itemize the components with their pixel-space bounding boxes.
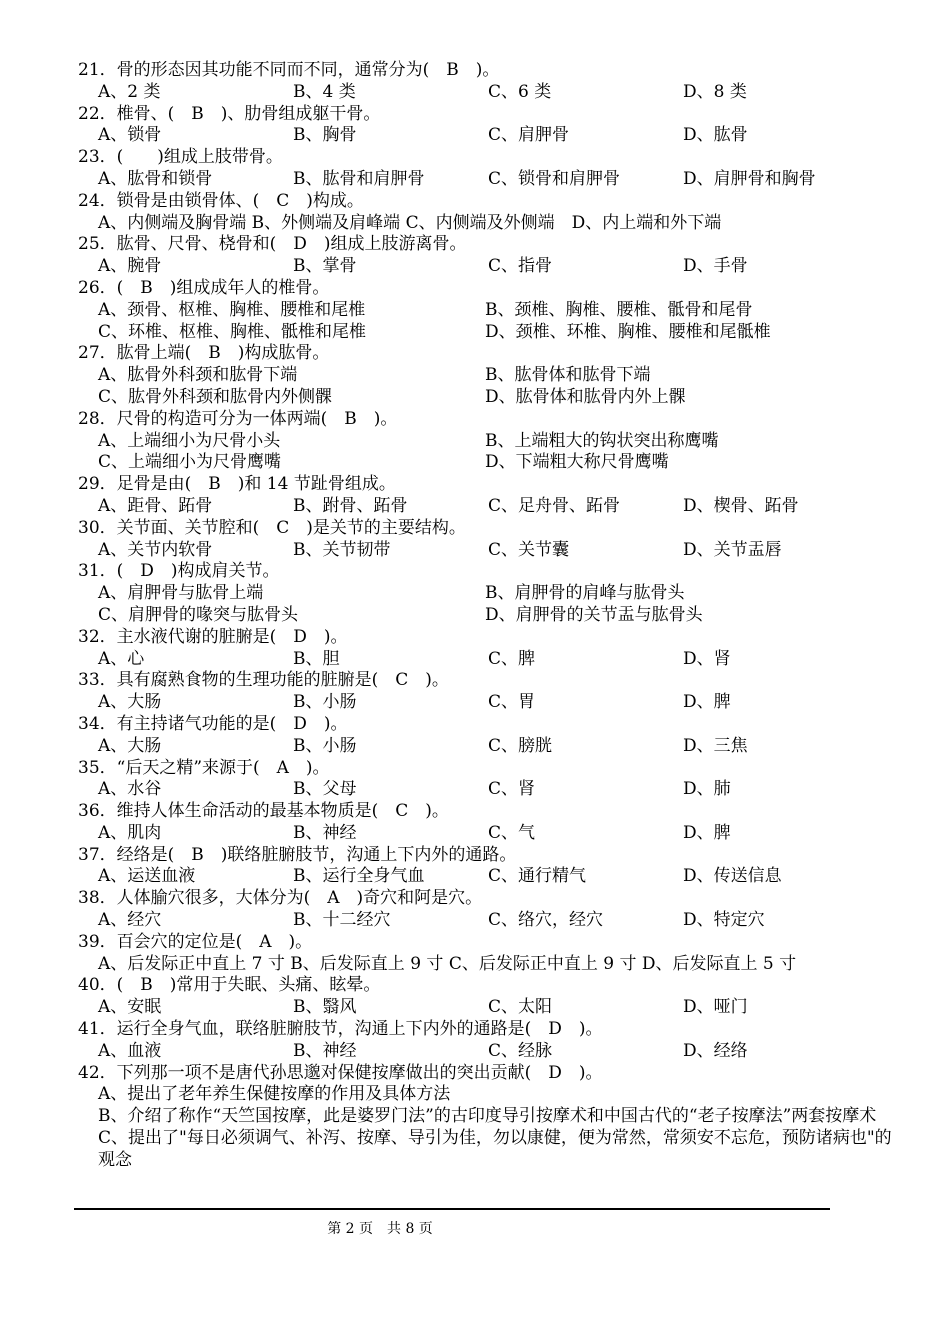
option-text: D、肩胛骨和胸骨 xyxy=(683,168,816,189)
option-text: C、胃 xyxy=(488,692,536,713)
option-text: A、锁骨 xyxy=(98,125,162,146)
option-text: A、经穴 xyxy=(98,910,162,931)
option-text: D、哑门 xyxy=(683,997,748,1018)
option-text: C、环椎、枢椎、胸椎、骶椎和尾椎 xyxy=(98,321,367,342)
options-row xyxy=(78,583,890,627)
footer-rule xyxy=(74,1208,830,1210)
option-text: C、关节囊 xyxy=(488,539,570,560)
page-number: 第 2 页 共 8 页 xyxy=(327,1221,433,1237)
question-stem: 42．下列那一项不是唐代孙思邈对保健按摩做出的突出贡献( D )。 xyxy=(78,1062,603,1083)
option-text: D、肱骨 xyxy=(683,125,748,146)
option-text: B、翳风 xyxy=(293,997,357,1018)
option-text: D、楔骨、跖骨 xyxy=(683,495,799,516)
options-row xyxy=(78,300,890,344)
option-text: D、肱骨体和肱骨内外上髁 xyxy=(485,386,686,407)
option-text: D、下端粗大称尺骨鹰嘴 xyxy=(485,452,669,473)
option-text: B、神经 xyxy=(293,1040,357,1061)
question-stem: 26．( B )组成成年人的椎骨。 xyxy=(78,277,330,298)
options-row xyxy=(78,692,890,714)
option-text: C、肩胛骨 xyxy=(488,125,570,146)
option-text: B、4 类 xyxy=(293,81,356,102)
options-row xyxy=(78,910,890,932)
option-text: A、运送血液 xyxy=(98,866,196,887)
option-text: A、血液 xyxy=(98,1040,162,1061)
option-text: D、肺 xyxy=(683,779,731,800)
options-row xyxy=(78,997,890,1019)
options-row xyxy=(78,431,890,475)
options-row xyxy=(78,496,890,518)
option-text: D、8 类 xyxy=(683,81,747,102)
option-text: B、父母 xyxy=(293,779,357,800)
option-text: A、后发际正中直上 7 寸 B、后发际直上 9 寸 C、后发际正中直上 9 寸 D、后发际直上 5 寸 xyxy=(98,953,797,974)
option-text: B、跗骨、跖骨 xyxy=(293,495,408,516)
option-text: C、提出了"每日必须调气、补泻、按摩、导引为佳，勿以康健，便为常然，常须安不忘危，预防诸病也"的观念 xyxy=(98,1128,892,1170)
option-text: B、掌骨 xyxy=(293,256,357,277)
question-stem: 31．( D )构成肩关节。 xyxy=(78,561,280,582)
options-row xyxy=(78,1041,890,1063)
option-text: C、指骨 xyxy=(488,256,553,277)
option-text: D、脾 xyxy=(683,692,731,713)
option-text: B、小肠 xyxy=(293,692,357,713)
options-row xyxy=(78,823,890,845)
question-stem: 38．人体腧穴很多，大体分为( A )奇穴和阿是穴。 xyxy=(78,888,483,909)
option-text: C、肾 xyxy=(488,779,536,800)
option-text: C、膀胱 xyxy=(488,735,553,756)
question-stem: 25．肱骨、尺骨、桡骨和( D )组成上肢游离骨。 xyxy=(78,234,467,255)
option-text: C、肱骨外科颈和肱骨内外侧髁 xyxy=(98,386,333,407)
option-text: A、大肠 xyxy=(98,692,162,713)
question-stem: 35．“后天之精”来源于( A )。 xyxy=(78,757,330,778)
option-text: B、介绍了称作“天竺国按摩，此是婆罗门法”的古印度导引按摩术和中国古代的“老子按摩法”两套按摩术 xyxy=(98,1106,877,1127)
option-text: D、颈椎、环椎、胸椎、腰椎和尾骶椎 xyxy=(485,321,771,342)
question-stem: 23．( )组成上肢带骨。 xyxy=(78,147,283,168)
option-text: A、内侧端及胸骨端 B、外侧端及肩峰端 C、内侧端及外侧端 D、内上端和外下端 xyxy=(98,212,722,233)
option-text: A、肌肉 xyxy=(98,822,162,843)
options-row xyxy=(78,540,890,562)
option-text: A、安眠 xyxy=(98,997,162,1018)
option-text: C、肩胛骨的喙突与肱骨头 xyxy=(98,604,299,625)
question-stem: 21．骨的形态因其功能不同而不同，通常分为( B )。 xyxy=(78,60,500,80)
options-row xyxy=(78,649,890,671)
option-text: B、十二经穴 xyxy=(293,910,391,931)
question-stem: 37．经络是( B )联络脏腑肢节，沟通上下内外的通路。 xyxy=(78,844,517,865)
question-stem: 30．关节面、关节腔和( C )是关节的主要结构。 xyxy=(78,517,466,538)
options-row xyxy=(78,169,890,191)
question-list xyxy=(78,60,890,1172)
option-text: A、心 xyxy=(98,648,145,669)
option-text: C、锁骨和肩胛骨 xyxy=(488,168,621,189)
option-text: A、上端细小为尺骨小头 xyxy=(98,430,281,451)
option-text: C、经脉 xyxy=(488,1040,553,1061)
question-stem: 36．维持人体生命活动的最基本物质是( C )。 xyxy=(78,801,449,822)
option-text: A、腕骨 xyxy=(98,256,162,277)
option-text: C、脾 xyxy=(488,648,536,669)
option-text: C、上端细小为尺骨鹰嘴 xyxy=(98,452,282,473)
question-stem: 32．主水液代谢的脏腑是( D )。 xyxy=(78,626,348,647)
option-text: A、水谷 xyxy=(98,779,162,800)
option-text: C、6 类 xyxy=(488,81,552,102)
options-row xyxy=(78,866,890,888)
option-text: D、三焦 xyxy=(683,735,748,756)
options-row xyxy=(78,736,890,758)
option-text: D、肾 xyxy=(683,648,731,669)
option-text: C、气 xyxy=(488,822,536,843)
option-text: B、颈椎、胸椎、腰椎、骶骨和尾骨 xyxy=(485,299,753,320)
option-text: D、手骨 xyxy=(683,256,748,277)
question-stem: 40．( B )常用于失眠、头痛、眩晕。 xyxy=(78,975,381,996)
option-text: A、2 类 xyxy=(98,81,161,102)
option-text: D、经络 xyxy=(683,1040,748,1061)
option-text: A、肩胛骨与肱骨上端 xyxy=(98,583,264,604)
question-stem: 24．锁骨是由锁骨体、( C )构成。 xyxy=(78,190,364,211)
option-text: B、肱骨和肩胛骨 xyxy=(293,168,425,189)
option-text: C、足舟骨、跖骨 xyxy=(488,495,621,516)
option-text: A、关节内软骨 xyxy=(98,539,213,560)
option-text: B、肩胛骨的肩峰与肱骨头 xyxy=(485,583,685,604)
options-row xyxy=(78,256,890,278)
option-text: B、胆 xyxy=(293,648,340,669)
option-text: C、通行精气 xyxy=(488,866,587,887)
question-stem: 22．椎骨、( B )、肋骨组成躯干骨。 xyxy=(78,103,381,124)
option-text: C、太阳 xyxy=(488,997,553,1018)
question-stem: 34．有主持诸气功能的是( D )。 xyxy=(78,713,348,734)
option-text: A、肱骨和锁骨 xyxy=(98,168,213,189)
option-text: D、特定穴 xyxy=(683,910,765,931)
question-stem: 29．足骨是由( B )和 14 节趾骨组成。 xyxy=(78,474,396,495)
option-text: B、运行全身气血 xyxy=(293,866,425,887)
option-text: D、脾 xyxy=(683,822,731,843)
option-text: B、肱骨体和肱骨下端 xyxy=(485,365,651,386)
option-text: C、络穴，经穴 xyxy=(488,910,604,931)
question-stem: 33．具有腐熟食物的生理功能的脏腑是( C )。 xyxy=(78,670,449,691)
options-row xyxy=(78,779,890,801)
question-stem: 28．尺骨的构造可分为一体两端( B )。 xyxy=(78,408,398,429)
option-text: B、胸骨 xyxy=(293,125,357,146)
option-text: D、肩胛骨的关节盂与肱骨头 xyxy=(485,604,703,625)
option-text: B、关节韧带 xyxy=(293,539,391,560)
options-row xyxy=(78,125,890,147)
question-stem: 27．肱骨上端( B )构成肱骨。 xyxy=(78,343,330,364)
option-text: D、传送信息 xyxy=(683,866,782,887)
option-text: A、距骨、跖骨 xyxy=(98,495,213,516)
option-text: A、提出了老年养生保健按摩的作用及具体方法 xyxy=(98,1084,451,1105)
option-text: A、大肠 xyxy=(98,735,162,756)
options-row xyxy=(78,82,890,104)
option-text: D、关节盂唇 xyxy=(683,539,782,560)
question-stem: 39．百会穴的定位是( A )。 xyxy=(78,931,313,952)
options-row xyxy=(78,365,890,409)
option-text: B、神经 xyxy=(293,822,357,843)
option-text: B、上端粗大的钩状突出称鹰嘴 xyxy=(485,430,719,451)
option-text: B、小肠 xyxy=(293,735,357,756)
option-text: A、肱骨外科颈和肱骨下端 xyxy=(98,365,298,386)
question-stem: 41．运行全身气血，联络脏腑肢节，沟通上下内外的通路是( D )。 xyxy=(78,1019,603,1040)
option-text: A、颈骨、枢椎、胸椎、腰椎和尾椎 xyxy=(98,299,366,320)
